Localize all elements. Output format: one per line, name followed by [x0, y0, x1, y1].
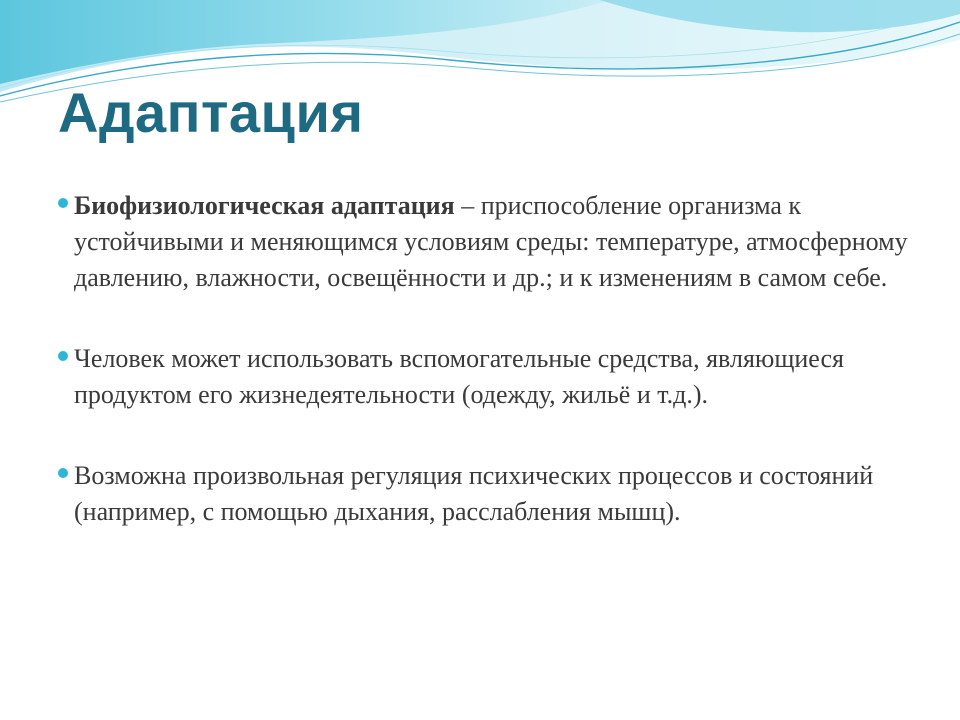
bullet-item: [58, 341, 908, 413]
bullet-term: Биофизиологическая адаптация: [74, 191, 455, 220]
bullet-text: – приспособление организма к устойчивыми и меняющимся условиям среды: температуре, атмосферному давлению, влажности, освещённости и др.; и к изменениям в самом себе.: [74, 191, 908, 292]
bullet-item: [58, 188, 908, 296]
bullet-dot-icon: [58, 351, 68, 361]
bullet-dot-icon: [58, 468, 68, 478]
bullet-item: [58, 458, 908, 530]
bullet-list: [58, 188, 908, 530]
slide-title: Адаптация: [58, 81, 364, 144]
bullet-text: Возможна произвольная регуляция психических процессов и состояний (например, с помощью дыхания, расслабления мышц).: [74, 461, 874, 526]
bullet-dot-icon: [58, 198, 68, 208]
bullet-text: Человек может использовать вспомогательные средства, являющиеся продуктом его жизнедеятельности (одежду, жильё и т.д.).: [74, 344, 844, 409]
